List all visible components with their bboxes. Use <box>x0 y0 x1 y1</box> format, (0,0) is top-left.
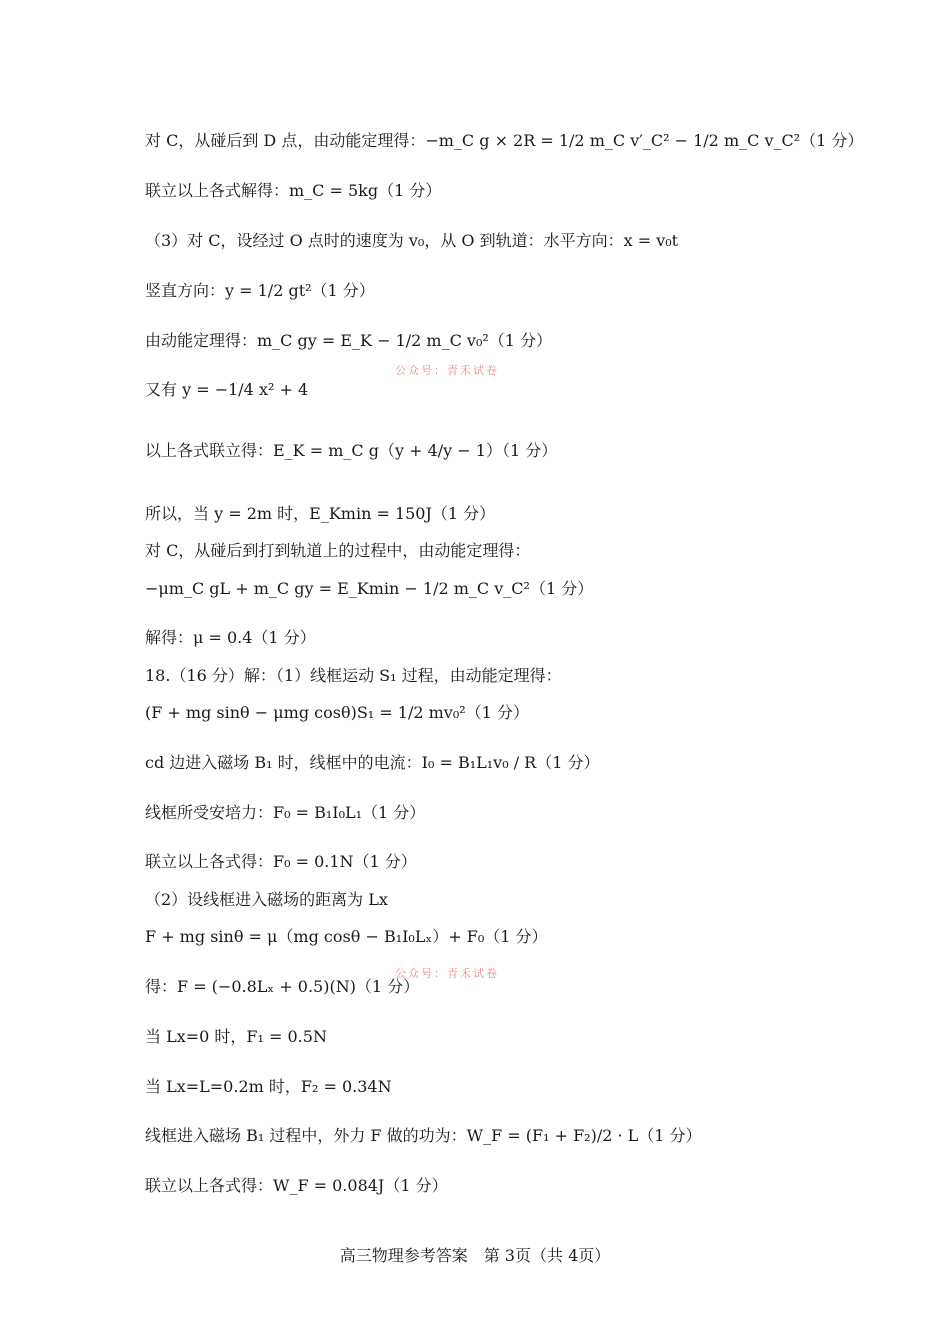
text-line: （2）设线框进入磁场的距离为 Lx <box>145 890 388 909</box>
watermark: 公众号：青禾试卷 <box>395 967 499 980</box>
text-line: (F + mg sinθ − μmg cosθ)S₁ = 1/2 mv₀²（1 分） <box>145 703 529 722</box>
text-line: F + mg sinθ = μ（mg cosθ − B₁I₀Lₓ）+ F₀（1 分） <box>145 927 548 946</box>
text-line: 线框所受安培力：F₀ = B₁I₀L₁（1 分） <box>145 803 426 822</box>
page-footer: 高三物理参考答案 第 3页（共 4页） <box>339 1246 611 1265</box>
text-line: 18.（16 分）解：（1）线框运动 S₁ 过程，由动能定理得： <box>145 666 562 685</box>
text-line: 联立以上各式得：F₀ = 0.1N（1 分） <box>145 852 417 871</box>
text-line: 以上各式联立得：E_K = m_C g（y + 4/y − 1）（1 分） <box>145 441 558 460</box>
text-line: 所以，当 y = 2m 时，E_Kmin = 150J（1 分） <box>145 504 496 523</box>
text-line: 又有 y = −1/4 x² + 4 <box>145 380 309 399</box>
text-line: −μm_C gL + m_C gy = E_Kmin − 1/2 m_C v_C²（1 分） <box>145 579 594 598</box>
text-line: 当 Lx=0 时，F₁ = 0.5N <box>145 1027 327 1046</box>
watermark: 公众号：青禾试卷 <box>395 364 499 377</box>
text-line: 对 C，从碰后到打到轨道上的过程中，由动能定理得： <box>145 541 531 560</box>
text-line: 联立以上各式解得：m_C = 5kg（1 分） <box>145 181 442 200</box>
text-line: 由动能定理得：m_C gy = E_K − 1/2 m_C v₀²（1 分） <box>145 331 553 350</box>
text-line: 解得：μ = 0.4（1 分） <box>145 628 316 647</box>
text-line: 对 C，从碰后到 D 点，由动能定理得：−m_C g × 2R = 1/2 m_C v′_C² − 1/2 m_C v_C²（1 分） <box>145 131 864 150</box>
text-line: 线框进入磁场 B₁ 过程中，外力 F 做的功为：W_F = (F₁ + F₂)/2 · L（1 分） <box>145 1126 702 1145</box>
text-line: 当 Lx=L=0.2m 时，F₂ = 0.34N <box>145 1077 392 1096</box>
text-line: 竖直方向：y = 1/2 gt²（1 分） <box>145 281 375 300</box>
text-line: （3）对 C，设经过 O 点时的速度为 v₀，从 O 到轨道：水平方向：x = v₀t <box>145 231 679 250</box>
text-line: 联立以上各式得：W_F = 0.084J（1 分） <box>145 1176 448 1195</box>
text-line: cd 边进入磁场 B₁ 时，线框中的电流：I₀ = B₁L₁v₀ / R（1 分） <box>145 753 600 772</box>
text-line: 得：F = (−0.8Lₓ + 0.5)(N)（1 分） <box>145 977 420 996</box>
